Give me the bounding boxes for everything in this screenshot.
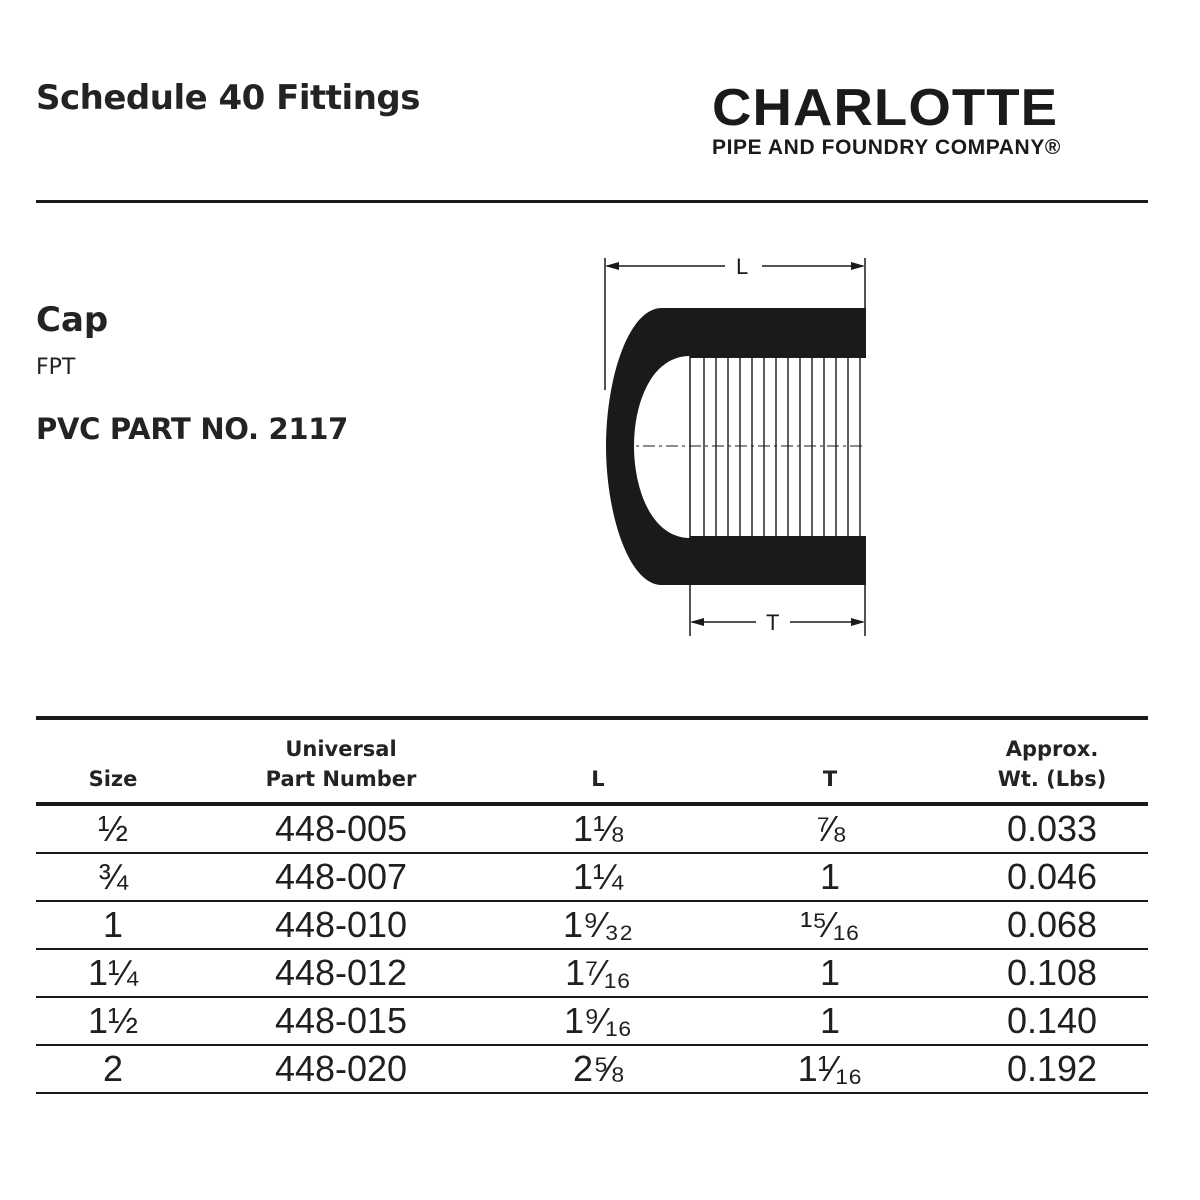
table-row: [36, 804, 1148, 853]
table-header-row: [36, 718, 1148, 804]
cell-weight: 0.068: [956, 901, 1148, 949]
cell-t: ¹⁵⁄₁₆: [704, 901, 956, 949]
cell-weight: 0.192: [956, 1045, 1148, 1093]
cell-weight: 0.108: [956, 949, 1148, 997]
cell-weight: 0.046: [956, 853, 1148, 901]
cell-size: ½: [36, 804, 190, 853]
col-header-weight: Approx. Wt. (Lbs): [956, 718, 1148, 804]
cell-l: 2⅝: [492, 1045, 704, 1093]
dim-l-arrow-right: [851, 262, 865, 270]
cell-size: 1: [36, 901, 190, 949]
cell-size: 1½: [36, 997, 190, 1045]
cell-l: 1⁹⁄₃₂: [492, 901, 704, 949]
cell-size: 1¼: [36, 949, 190, 997]
cell-t: 1: [704, 997, 956, 1045]
cell-l: 1⁹⁄₁₆: [492, 997, 704, 1045]
dim-t-arrow-left: [690, 618, 704, 626]
cell-part-number: 448-020: [190, 1045, 492, 1093]
col-header-t: T: [704, 718, 956, 804]
col-header-part-number: Universal Part Number: [190, 718, 492, 804]
cell-l: 1¼: [492, 853, 704, 901]
product-part-number: PVC PART NO. 2117: [36, 412, 349, 446]
cell-l: 1⁷⁄₁₆: [492, 949, 704, 997]
table-row: [36, 853, 1148, 901]
brand-tagline: PIPE AND FOUNDRY COMPANY®: [712, 136, 1062, 159]
specs-table: [36, 716, 1148, 1094]
brand-name: CHARLOTTE: [712, 79, 1059, 137]
cap-diagram: [590, 240, 890, 650]
cell-t: 1: [704, 949, 956, 997]
product-name: Cap: [36, 300, 109, 340]
cell-part-number: 448-010: [190, 901, 492, 949]
cell-weight: 0.140: [956, 997, 1148, 1045]
product-connection: FPT: [36, 355, 76, 380]
dim-t-label: T: [766, 610, 780, 635]
cell-part-number: 448-015: [190, 997, 492, 1045]
page-title: Schedule 40 Fittings: [36, 78, 420, 118]
thread-bottom-band: [690, 536, 866, 550]
cell-t: 1: [704, 853, 956, 901]
table-row: [36, 949, 1148, 997]
cell-part-number: 448-007: [190, 853, 492, 901]
dim-l-label: L: [736, 254, 749, 279]
table-row: [36, 901, 1148, 949]
cell-t: 1¹⁄₁₆: [704, 1045, 956, 1093]
cell-weight: 0.033: [956, 804, 1148, 853]
table-row: [36, 1045, 1148, 1093]
cell-size: 2: [36, 1045, 190, 1093]
thread-top-band: [690, 344, 866, 358]
dim-t-arrow-right: [851, 618, 865, 626]
cell-l: 1⅛: [492, 804, 704, 853]
brand-logo: [712, 79, 1148, 160]
col-header-size: Size: [36, 718, 190, 804]
header-divider: [36, 200, 1148, 203]
cell-size: ¾: [36, 853, 190, 901]
cell-part-number: 448-012: [190, 949, 492, 997]
table-row: [36, 997, 1148, 1045]
cell-part-number: 448-005: [190, 804, 492, 853]
col-header-l: L: [492, 718, 704, 804]
cell-t: ⅞: [704, 804, 956, 853]
thread-lines: [704, 356, 860, 538]
dim-l-arrow-left: [605, 262, 619, 270]
